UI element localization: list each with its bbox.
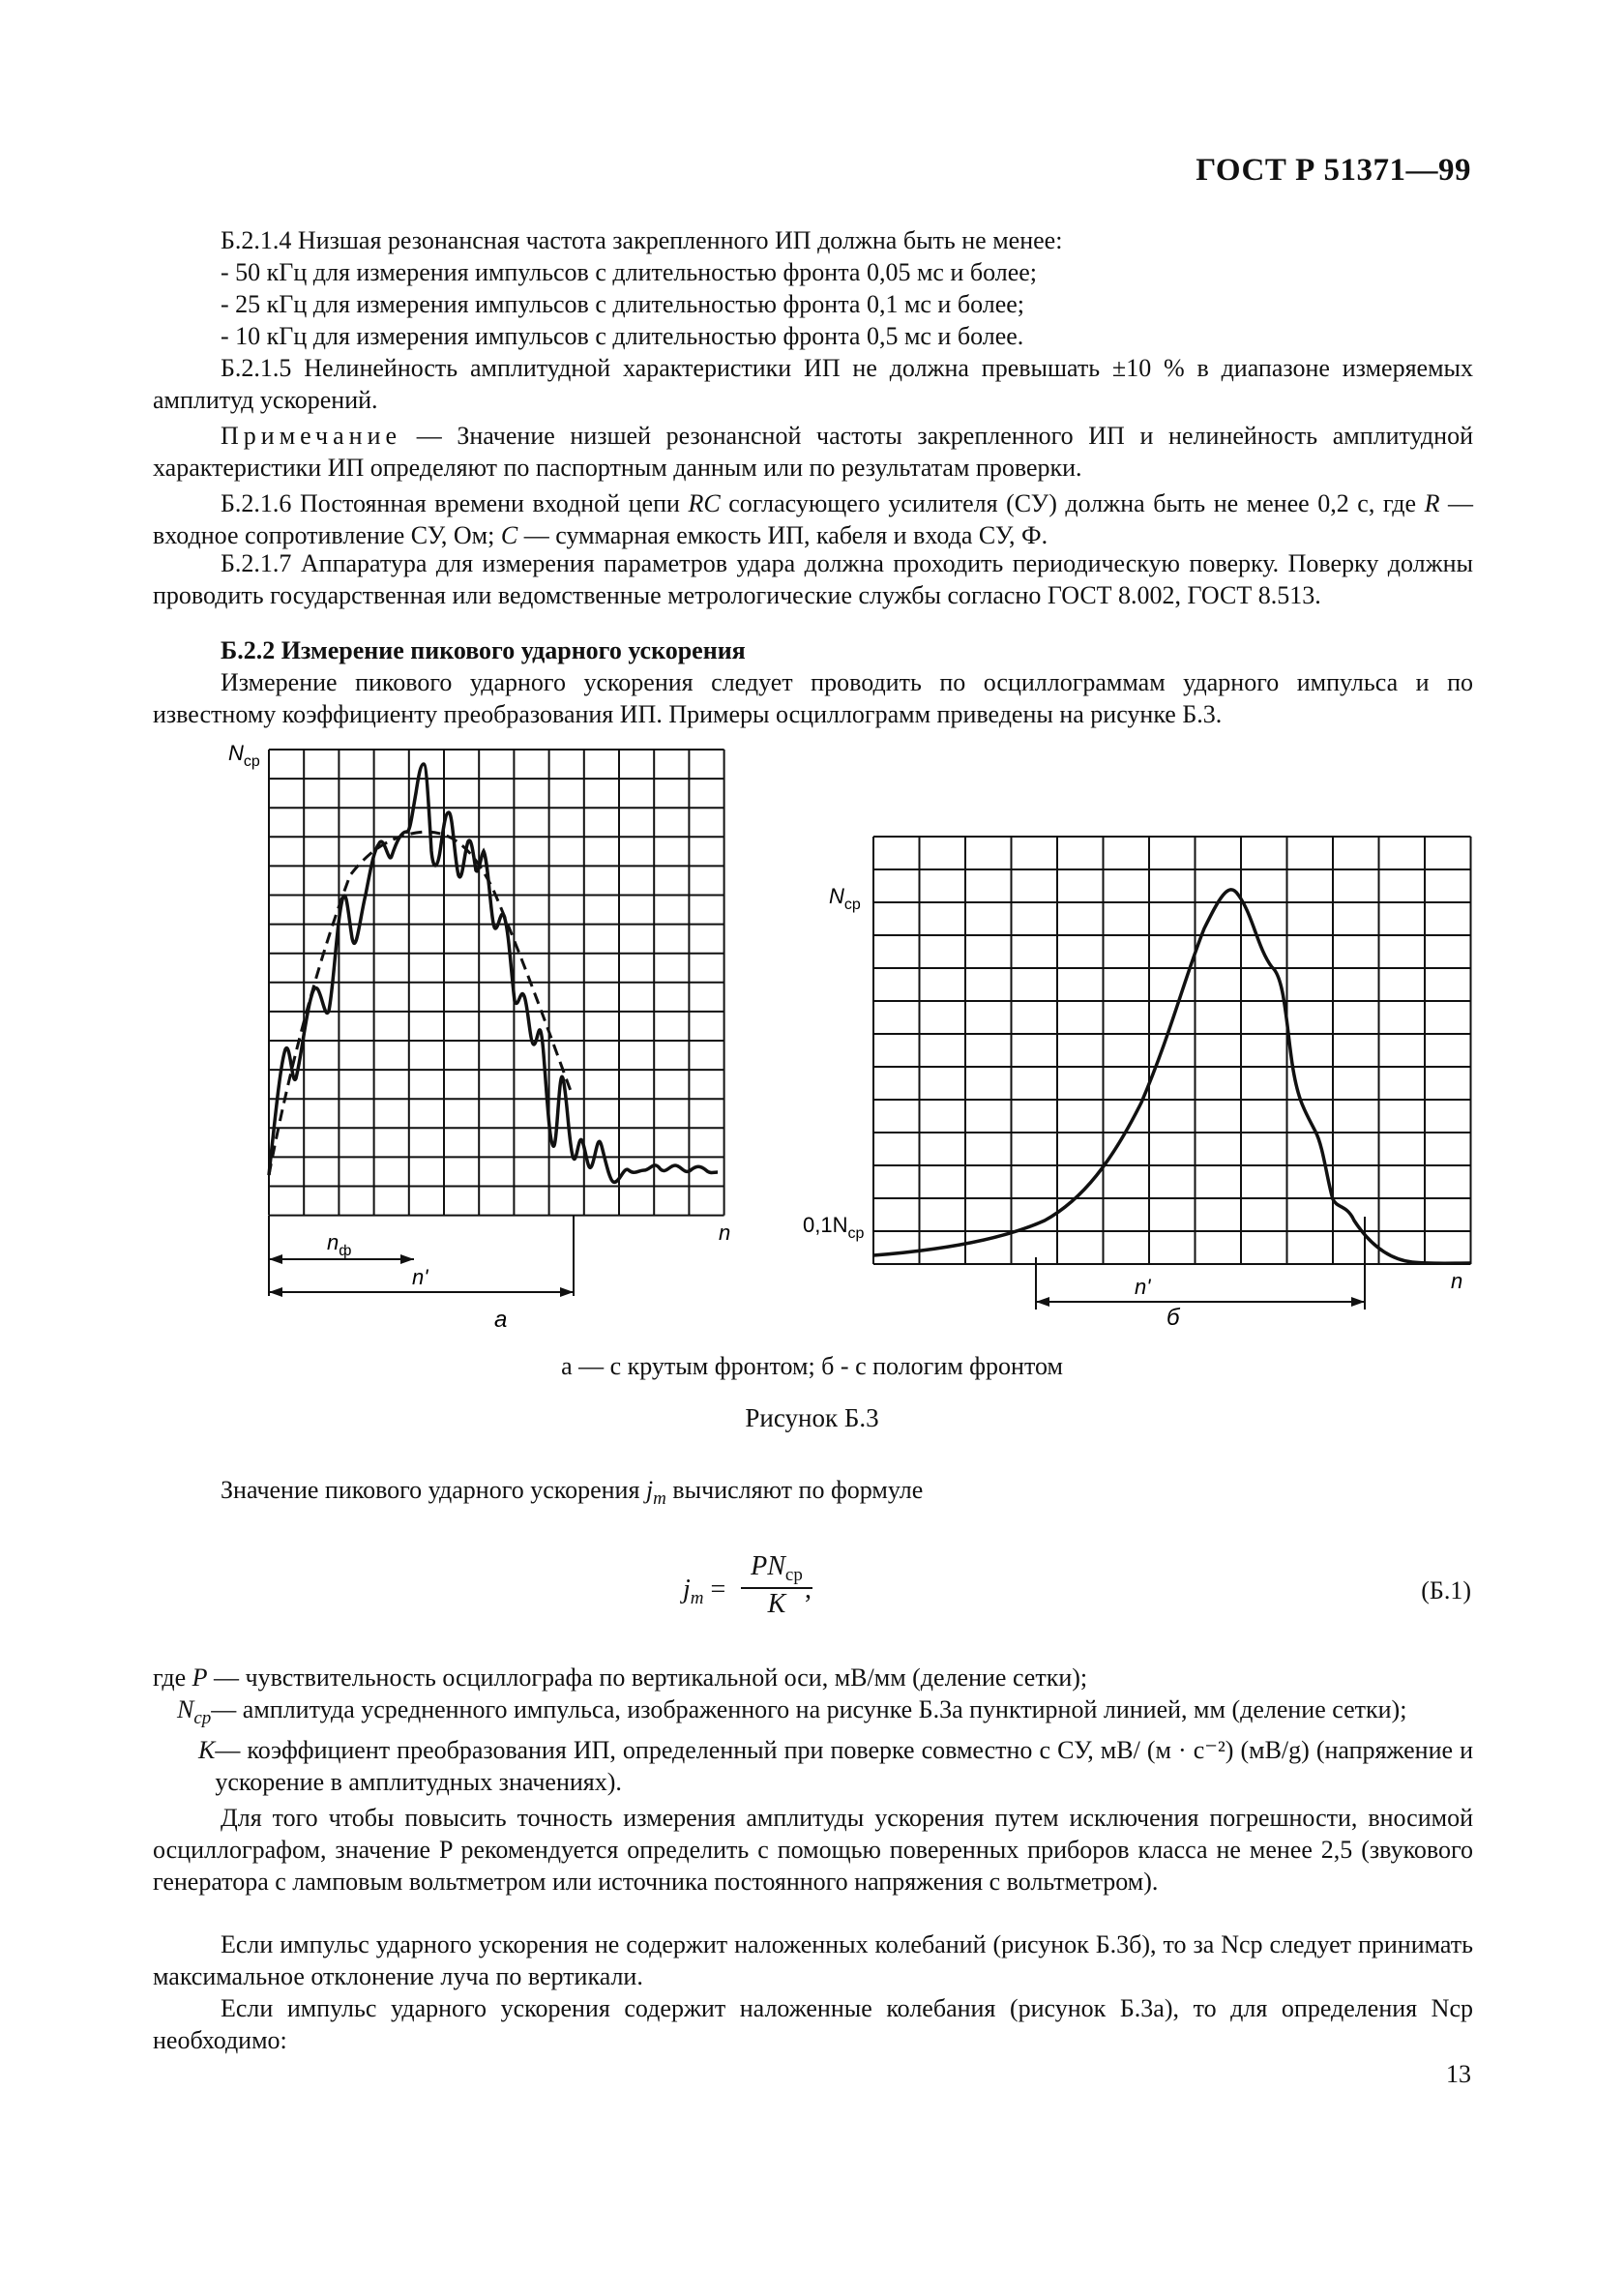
arrowhead-icon	[1036, 1297, 1049, 1307]
arrowhead-icon	[269, 1254, 282, 1264]
definition-p: где P — чувствительность осциллографа по вертикальной оси, мВ/мм (деление сетки);	[153, 1663, 1088, 1692]
figure-a-nf-label: $n_ф$	[327, 1230, 352, 1259]
arrowhead-icon	[1351, 1297, 1365, 1307]
clause-b214-item: - 50 кГц для измерения импульсов с длительностью фронта 0,05 мс и более;	[221, 258, 1038, 286]
formula-numerator: $PN_{ср}$	[751, 1551, 803, 1585]
clause-b216-text: — суммарная емкость ИП, кабеля и входа СУ, Ф.	[517, 521, 1048, 549]
definition-k: K — коэффициент преобразования ИП, определенный при поверке совместно с СУ, мВ/ (м · с⁻²) (мВ/g) (напряжение и ускорение в амплитудных значениях).	[198, 1736, 1473, 1796]
clause-b216-text: Б.2.1.6 Постоянная времени входной цепи	[221, 489, 689, 517]
arrowhead-icon	[560, 1287, 574, 1297]
equation-number: (Б.1)	[1421, 1576, 1471, 1604]
figure-a-xlabel: n	[719, 1221, 731, 1245]
definition-symbol: N	[177, 1695, 194, 1723]
paragraph-no-oscillations: Если импульс ударного ускорения не содержит наложенных колебаний (рисунок Б.3б), то за Nср следует принимать максимальное отклонение луча по вертикали.	[153, 1930, 1473, 1990]
formula-tail: ,	[805, 1575, 812, 1604]
figure-a-signal-curve	[269, 764, 718, 1182]
figure-caption: Рисунок Б.3	[745, 1403, 879, 1432]
definition-symbol: P	[192, 1663, 208, 1692]
clause-b214-intro: Б.2.1.4 Низшая резонансная частота закрепленного ИП должна быть не менее:	[221, 226, 1063, 254]
page-number: 13	[1446, 2060, 1471, 2088]
clause-b214-item: - 10 кГц для измерения импульсов с длительностью фронта 0,5 мс и более.	[221, 322, 1024, 350]
formula-lhs: $j_m$ =	[683, 1575, 726, 1608]
figure-b-signal-curve	[873, 890, 1470, 1263]
clause-b216-text: — входное сопротивление СУ, Ом;	[153, 489, 1474, 549]
document-header: ГОСТ Р 51371—99	[1196, 153, 1471, 188]
definition-ncp: $N_{ср}$ — амплитуда усредненного импульса, изображенного на рисунке Б.3а пунктирной линией, мм (деление сетки);	[177, 1695, 1407, 1728]
formula-intro	[153, 1474, 1473, 1515]
formula-intro-text: вычисляют по формуле	[665, 1476, 924, 1504]
clause-b22: Измерение пикового ударного ускорения следует проводить по осциллограммам ударного импульса и по известному коэффициенту преобразования ИП. Примеры осциллограмм приведены на рисунке Б.3.	[153, 668, 1473, 728]
note-head: Примечание	[221, 422, 402, 450]
r-symbol: R	[1424, 489, 1440, 517]
figure-b-xlabel: n	[1451, 1269, 1463, 1293]
symbol-definitions	[153, 1662, 1473, 1798]
paragraph-oscillations: Если импульс ударного ускорения содержит наложенные колебания (рисунок Б.3а), то для определения Nср необходимо:	[153, 1994, 1473, 2054]
figure-b-ylabel: $N_{ср}$	[829, 884, 861, 913]
clause-b215: Б.2.1.5 Нелинейность амплитудной характеристики ИП не должна превышать ±10 % в диапазоне измеряемых амплитуд ускорений.	[153, 354, 1473, 414]
figure-a-nprime-label: n'	[412, 1265, 428, 1289]
figure-b-nprime-label: n'	[1135, 1275, 1151, 1299]
note-text: — Значение низшей резонансной частоты закрепленного ИП и нелинейность амплитудной характеристики ИП определяют по паспортным данным или по результатам проверки.	[153, 422, 1473, 482]
formula-denominator: K	[767, 1589, 786, 1619]
figure-a-letter: а	[494, 1307, 508, 1333]
clause-b216-text: согласующего усилителя (СУ) должна быть не менее 0,2 с, где	[720, 489, 1425, 517]
figure-a-ylabel: $N_{ср}$	[228, 741, 260, 770]
jm-symbol: j	[645, 1476, 654, 1504]
clause-b214-item: - 25 кГц для измерения импульсов с длительностью фронта 0,1 мс и более;	[221, 290, 1025, 318]
definition-symbol: K	[198, 1736, 216, 1764]
formula-intro-text: Значение пикового ударного ускорения	[221, 1476, 646, 1504]
clause-b217: Б.2.1.7 Аппаратура для измерения параметров удара должна проходить периодическую поверку. Поверку должны проводить государственная или ведомственные метрологические службы согласно ГОСТ 8.002, ГОСТ 8.513.	[153, 549, 1473, 609]
jm-subscript: m	[653, 1488, 666, 1509]
arrowhead-icon	[400, 1254, 414, 1264]
figure-b-ylow-label: $0,1N_{ср}$	[803, 1213, 865, 1242]
figure-b-grid	[873, 837, 1471, 1264]
section-heading-b22: Б.2.2 Измерение пикового ударного ускорения	[221, 636, 746, 664]
paragraph-accuracy: Для того чтобы повысить точность измерения амплитуды ускорения путем исключения погрешности, вносимой осциллографом, значение P рекомендуется определить с помощью поверенных приборов класса не менее 2,5 (звукового генератора с ламповым вольтметром или источника постоянного напряжения с вольтметром).	[153, 1804, 1473, 1896]
arrowhead-icon	[269, 1287, 282, 1297]
figure-legend: а — с крутым фронтом; б - с пологим фронтом	[561, 1352, 1063, 1380]
figure-b-letter: б	[1166, 1305, 1180, 1331]
rc-symbol: RC	[688, 489, 721, 517]
figure-a-grid	[269, 750, 724, 1216]
c-symbol: C	[500, 521, 518, 549]
